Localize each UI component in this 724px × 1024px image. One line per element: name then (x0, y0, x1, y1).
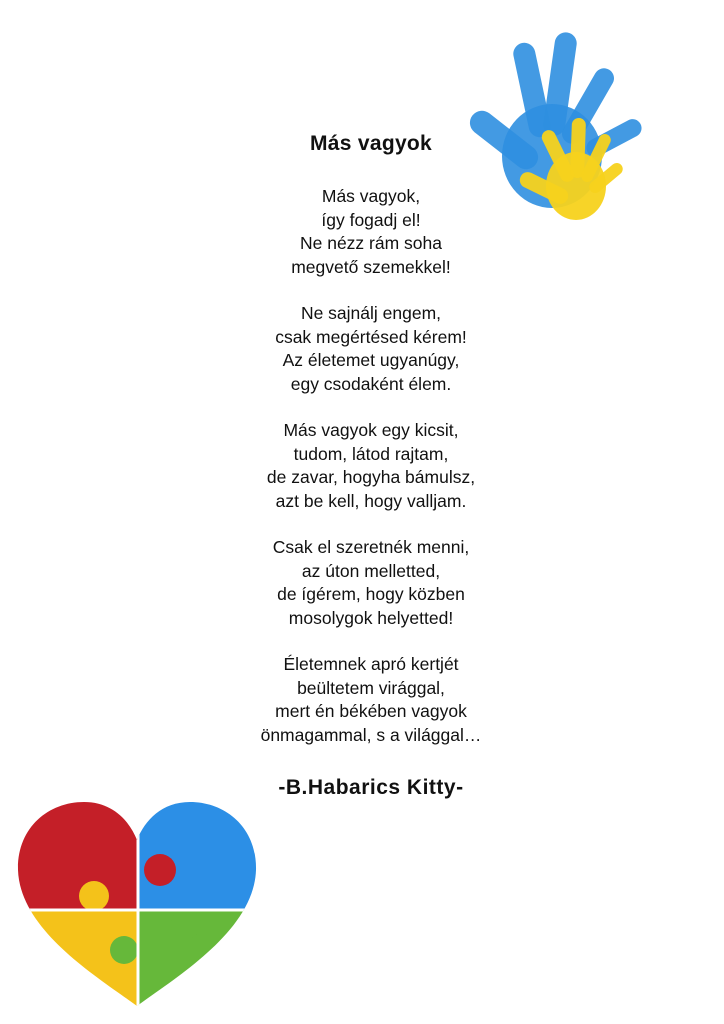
poem-line: Életemnek apró kertjét (283, 654, 459, 674)
poem-line: tudom, látod rajtam, (293, 443, 449, 464)
stanza-3 (0, 419, 724, 513)
poem-line: de ígérem, hogy közben (277, 584, 465, 604)
puzzle-piece-blue (138, 798, 260, 910)
poem-line: Más vagyok egy kicsit, (283, 420, 459, 440)
poem-line: Ne sajnálj engem, (300, 303, 442, 323)
puzzle-piece-red (14, 798, 138, 910)
poem-line: de zavar, hogyha bámulsz, (266, 467, 476, 487)
poem-line: Csak el szeretnék menni, (272, 537, 470, 557)
poem-author: -B.Habarics Kitty- (278, 776, 464, 799)
poem-body (0, 185, 724, 770)
poem-line: egy csodaként élem. (290, 373, 452, 394)
poem-line: mosolygok helyetted! (288, 607, 454, 628)
puzzle-knob-yellow (79, 881, 109, 911)
puzzle-knob-red (144, 854, 176, 886)
stanza-5 (0, 653, 724, 747)
poem-title: Más vagyok (309, 132, 433, 155)
poem-line: megvető szemekkel! (291, 256, 451, 277)
poem-line: Az életemet ugyanúgy, (282, 350, 460, 370)
poem-line: beültetem virággal, (297, 677, 445, 698)
poem-line: azt be kell, hogy valljam. (275, 490, 467, 511)
small-hand-middle (570, 118, 586, 178)
stanza-4 (0, 536, 724, 630)
puzzle-knob-green-left (110, 936, 138, 964)
poem-line: az úton melletted, (301, 560, 441, 581)
poem-line: Ne nézz rám soha (299, 233, 442, 253)
poem-line: csak megértésed kérem! (275, 326, 467, 347)
stanza-2 (0, 302, 724, 396)
poem-line: így fogadj el! (321, 209, 421, 230)
poem-line: mert én békében vagyok (275, 701, 467, 721)
poem-line: önmagammal, s a világgal… (260, 724, 482, 745)
handprints-icon (464, 28, 646, 228)
puzzle-knob-green (171, 909, 201, 939)
poem-line: Más vagyok, (321, 186, 421, 206)
puzzle-heart-icon (14, 798, 260, 1010)
